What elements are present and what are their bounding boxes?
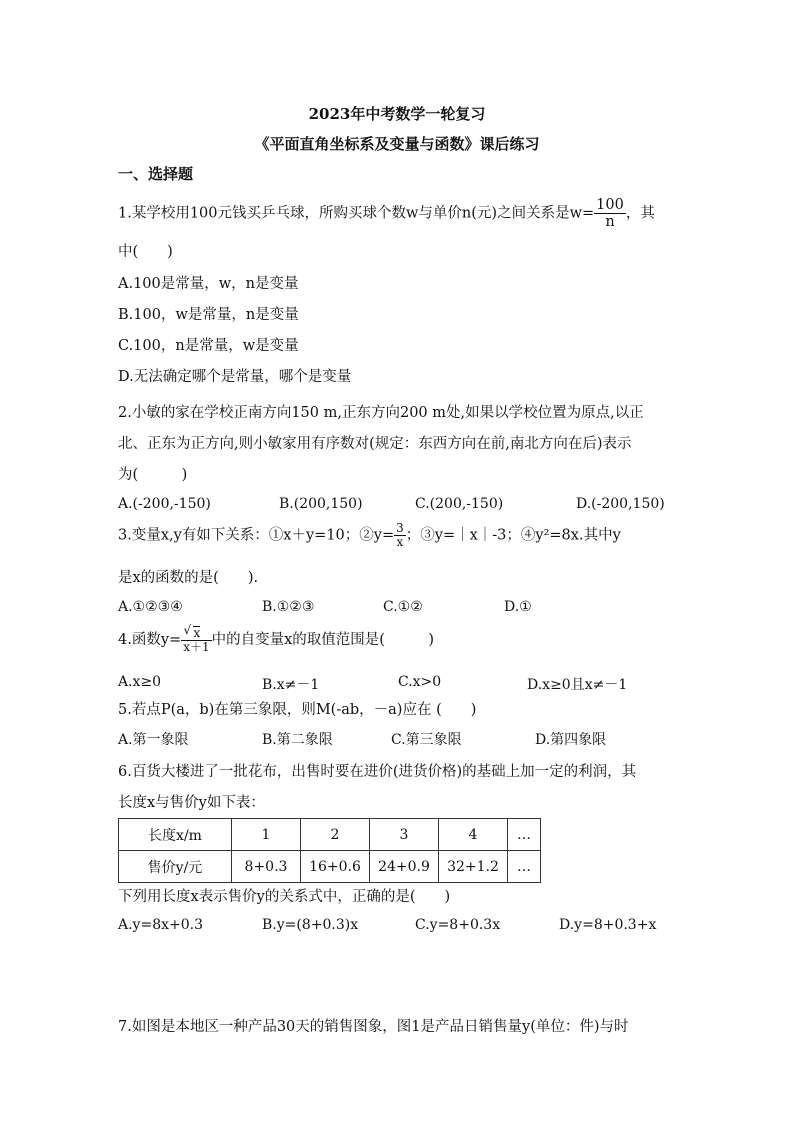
question-3-line1 (118, 522, 621, 549)
price-table (118, 818, 541, 883)
table-cell: 1 (232, 819, 301, 851)
table-cell: 24+0.9 (370, 851, 439, 883)
question-1-line1 (118, 197, 655, 230)
q4-fraction (181, 626, 211, 654)
question-2-line3: 为( ) (118, 467, 188, 483)
question-4-line1 (118, 626, 434, 654)
q6-option-c: C.y=8+0.3x (415, 917, 501, 933)
q1-option-a: A.100是常量，w，n是变量 (118, 276, 299, 292)
q5-option-c: C.第三象限 (391, 732, 462, 748)
q4-frac-num (181, 626, 211, 641)
q1-option-d: D.无法确定哪个是常量，哪个是变量 (118, 369, 352, 385)
section-heading: 一、选择题 (118, 165, 194, 183)
question-1-line2: 中( ) (118, 244, 173, 260)
table-cell: 长度x/m (119, 819, 232, 851)
q3-option-d: D.① (504, 599, 532, 615)
q3-text-b: ；③y=｜x｜-3；④y²=8x.其中y (405, 527, 621, 544)
q3-fraction (394, 522, 406, 549)
q4-text-b: 中的自变量x的取值范围是( ) (211, 632, 435, 648)
q2-option-d: D.(-200,150) (576, 496, 665, 512)
table-cell: 售价y/元 (119, 851, 232, 883)
table-cell: … (508, 851, 541, 883)
table-row (119, 851, 541, 883)
q1-text-b: ，其 (625, 205, 655, 222)
table-cell: … (508, 819, 541, 851)
question-6-line2: 长度x与售价y如下表： (118, 795, 265, 811)
q5-option-d: D.第四象限 (535, 732, 607, 748)
q1-frac-num: 100 (596, 197, 624, 213)
q4-sqrt: √ x (193, 626, 201, 640)
q3-option-b: B.①②③ (262, 599, 315, 615)
question-5-line1: 5.若点P(a，b)在第三象限，则M(-ab，－a)应在 ( ) (118, 702, 477, 718)
table-cell: 2 (301, 819, 370, 851)
q2-option-b: B.(200,150) (279, 496, 363, 512)
q4-option-a: A.x≥0 (118, 674, 162, 690)
question-2-line2: 北、正东为正方向,则小敏家用有序数对(规定：东西方向在前,南北方向在后)表示 (118, 436, 632, 452)
q2-option-a: A.(-200,-150) (118, 496, 211, 512)
doc-title-line2: 《平面直角坐标系及变量与函数》课后练习 (254, 135, 540, 153)
q3-option-a: A.①②③④ (118, 599, 183, 615)
table-cell: 3 (370, 819, 439, 851)
q3-frac-den: x (396, 535, 404, 549)
q6-option-b: B.y=(8+0.3)x (262, 917, 359, 933)
table-cell: 4 (439, 819, 508, 851)
q1-fraction (594, 197, 626, 230)
question-6-line1: 6.百货大楼进了一批花布，出售时要在进价(进货价格)的基础上加一定的利润，其 (118, 764, 637, 780)
q4-option-b: B.x≠－1 (262, 677, 320, 693)
q2-option-c: C.(200,-150) (415, 496, 504, 512)
q6-option-d: D.y=8+0.3+x (559, 917, 657, 933)
q5-option-a: A.第一象限 (118, 732, 189, 748)
table-cell: 16+0.6 (301, 851, 370, 883)
q1-text-a: 1.某学校用100元钱买乒乓球，所购买球个数w与单价n(元)之间关系是w= (118, 205, 595, 222)
q1-option-c: C.100，n是常量，w是变量 (118, 338, 299, 354)
table-row (119, 819, 541, 851)
q5-option-b: B.第二象限 (262, 732, 333, 748)
q4-option-d: D.x≥0且x≠－1 (527, 677, 628, 693)
q3-frac-num: 3 (396, 521, 404, 535)
q1-frac-den: n (605, 214, 615, 230)
table-cell: 8+0.3 (232, 851, 301, 883)
question-3-line2: 是x的函数的是( ). (118, 570, 259, 586)
q6-option-a: A.y=8x+0.3 (118, 917, 203, 933)
q4-option-c: C.x>0 (398, 674, 442, 690)
table-cell: 32+1.2 (439, 851, 508, 883)
q1-option-b: B.100，w是常量，n是变量 (118, 307, 299, 323)
q3-text-a: 3.变量x,y有如下关系：①x＋y=10；②y= (118, 527, 395, 544)
question-7-line1: 7.如图是本地区一种产品30天的销售图象，图1是产品日销售量y(单位：件)与时 (118, 1019, 629, 1035)
question-6-line3: 下列用长度x表示售价y的关系式中，正确的是( ) (118, 889, 451, 905)
q3-option-c: C.①② (383, 599, 423, 615)
question-2-line1: 2.小敏的家在学校正南方向150 m,正东方向200 m处,如果以学校位置为原点,以正 (118, 405, 644, 421)
q4-text-a: 4.函数y= (118, 632, 182, 648)
doc-title-line1: 2023年中考数学一轮复习 (308, 105, 486, 123)
q4-frac-den: x＋1 (183, 640, 210, 654)
